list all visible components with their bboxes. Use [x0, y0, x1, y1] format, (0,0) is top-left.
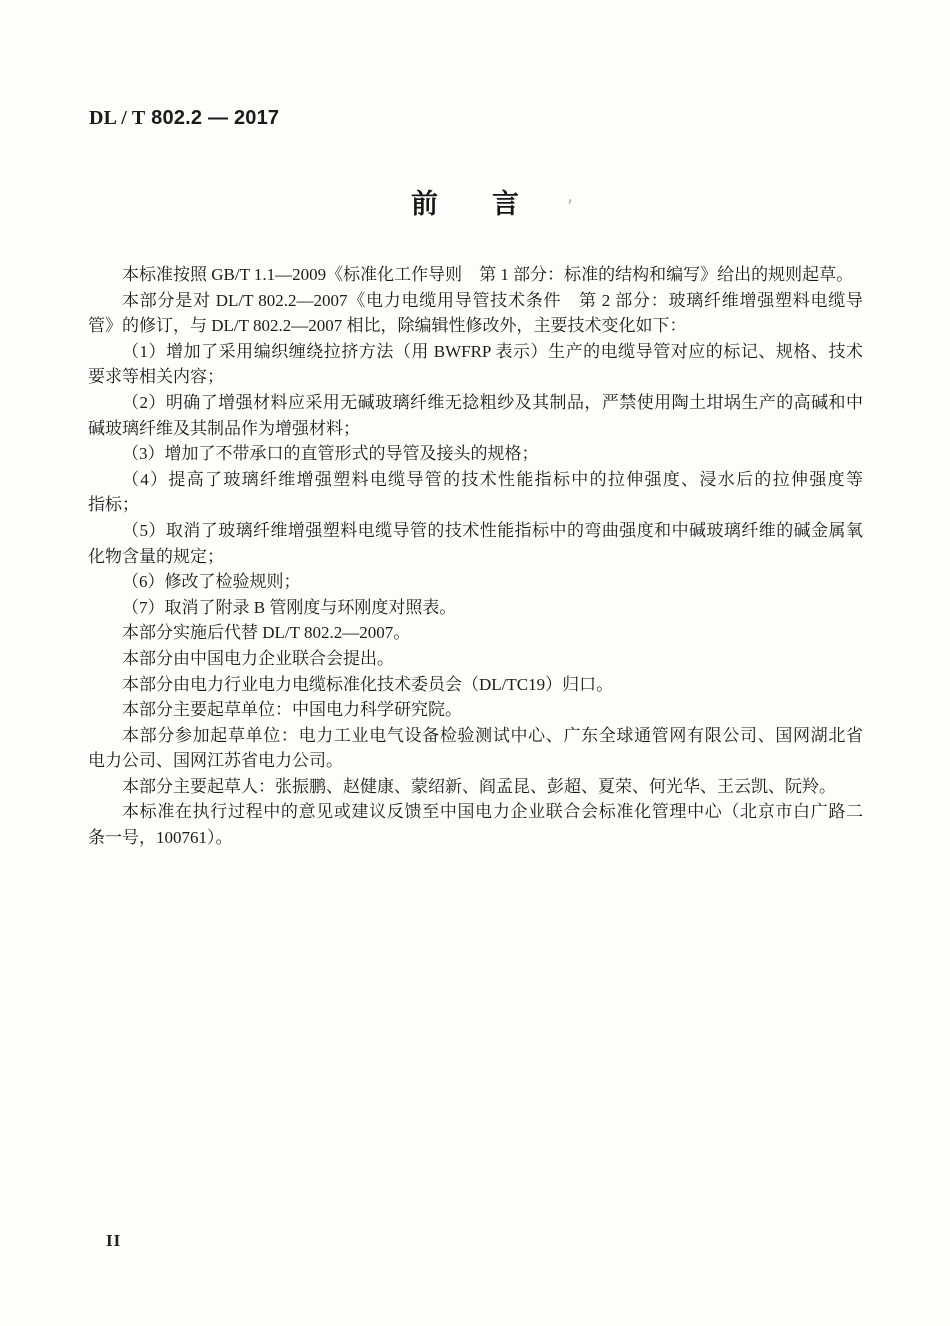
text-line: 本部分实施后代替 DL/T 802.2—2007。 [122, 623, 411, 643]
text-line: 本标准在执行过程中的意见或建议反馈至中国电力企业联合会标准化管理中心（北京市白广路二 [122, 802, 863, 822]
text-line: （2）明确了增强材料应采用无碱玻璃纤维无捻粗纱及其制品，严禁使用陶土坩埚生产的高碱和中 [122, 392, 863, 412]
page-number: II [106, 1231, 122, 1250]
doc-number-rest: 802.2 — 2017 [145, 107, 280, 129]
text-line: （5）取消了玻璃纤维增强塑料电缆导管的技术性能指标中的弯曲强度和中碱玻璃纤维的碱金属氧 [122, 520, 863, 540]
doc-number-prefix: DL / T [89, 107, 146, 129]
text-line: 本部分参加起草单位：电力工业电气设备检验测试中心、广东全球通管网有限公司、国网湖北省 [122, 725, 863, 745]
text-line: 指标； [88, 495, 139, 515]
text-line: 本部分由中国电力企业联合会提出。 [122, 648, 394, 668]
text-line: （1）增加了采用编织缠绕拉挤方法（用 BWFRP 表示）生产的电缆导管对应的标记、规格、技术 [122, 341, 863, 361]
text-line: 本部分是对 DL/T 802.2—2007《电力电缆用导管技术条件 第 2 部分：玻璃纤维增强塑料电缆导 [122, 290, 863, 310]
text-line: 碱玻璃纤维及其制品作为增强材料； [88, 418, 360, 438]
text-line: （7）取消了附录 B 管刚度与环刚度对照表。 [122, 597, 457, 617]
text-line: 要求等相关内容； [88, 367, 224, 387]
text-line: 化物含量的规定； [88, 546, 224, 566]
text-line: 本部分由电力行业电力电缆标准化技术委员会（DL/TC19）归口。 [122, 674, 614, 694]
text-line: 管》的修订，与 DL/T 802.2—2007 相比，除编辑性修改外，主要技术变化如下： [88, 316, 687, 336]
text-line: 本部分主要起草人：张振鹏、赵健康、蒙绍新、阎孟昆、彭超、夏荣、何光华、王云凯、阮羚。 [122, 776, 836, 796]
text-line: （6）修改了检验规则； [122, 572, 301, 592]
text-line: （4）提高了玻璃纤维增强塑料电缆导管的技术性能指标中的拉伸强度、浸水后的拉伸强度等 [122, 469, 863, 489]
body-text [88, 262, 863, 851]
text-line: （3）增加了不带承口的直管形式的导管及接头的规格； [122, 444, 539, 464]
page-title: 前 言 [411, 189, 519, 219]
doc-number [89, 107, 279, 130]
text-line: 本部分主要起草单位：中国电力科学研究院。 [122, 700, 462, 720]
text-line: 电力公司、国网江苏省电力公司。 [88, 751, 343, 771]
text-line: 条一号，100761）。 [88, 828, 233, 848]
text-line: 本标准按照 GB/T 1.1—2009《标准化工作导则 第 1 部分：标准的结构和编写》给出的规则起草。 [122, 265, 854, 284]
